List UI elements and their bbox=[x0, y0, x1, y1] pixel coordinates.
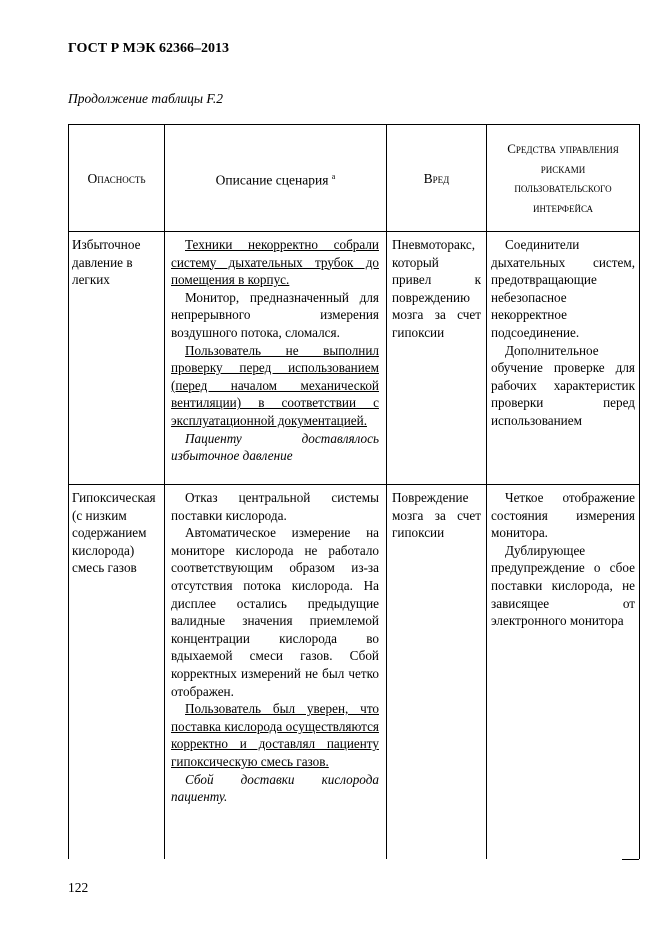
header-scenario-label: Описание сценария bbox=[215, 172, 329, 188]
col-border-4 bbox=[639, 124, 640, 859]
header-controls-label: Средства управления рисками пользовательского интерфейса bbox=[507, 141, 619, 215]
row1-scenario-p2: Монитор, предназначенный для непрерывного измерения воздушного потока, сломался. bbox=[171, 289, 379, 340]
col-border-0 bbox=[68, 124, 69, 859]
row1-scenario bbox=[171, 236, 379, 465]
header-harm bbox=[387, 125, 486, 231]
row2-scenario-p2: Автоматическое измерение на мониторе кислорода не работало соответствующим образом из-за отсутствия потока кислорода. На дисплее остались предыдущие валидные значения приемлемой концентрации кислорода во вдыхаемой смеси газов. Сбой корректных измерений не был четко отображен. bbox=[171, 525, 379, 699]
row2-scenario-p1: Отказ центральной системы поставки кислорода. bbox=[171, 490, 379, 523]
row1-scenario-p1: Техники некорректно собрали систему дыхательных трубок до помещения в корпус. bbox=[171, 237, 379, 288]
header-harm-label: Вред bbox=[423, 170, 450, 186]
header-hazard-label: Опасность bbox=[87, 170, 146, 186]
row2-harm: Повреждение мозга за счет гипоксии bbox=[392, 490, 481, 541]
header-hazard bbox=[69, 125, 164, 231]
header-bottom-border bbox=[68, 231, 639, 232]
row2-scenario-p3: Пользователь был уверен, что поставка кислорода осуществляются корректно и доставлял пациенту гипоксическую смесь газов. bbox=[171, 701, 379, 769]
standard-header: ГОСТ Р МЭК 62366–2013 bbox=[68, 41, 229, 56]
row1-scenario-p3: Пользователь не выполнил проверку перед использованием (перед началом механической вентиляции) в соответствии с эксплуатационной документацией. bbox=[171, 342, 379, 428]
row1-hazard: Избыточное давление в легких bbox=[72, 237, 141, 288]
header-scenario-footnote: a bbox=[331, 171, 336, 181]
col-border-1 bbox=[164, 124, 165, 859]
col-border-2 bbox=[386, 124, 387, 859]
page-number: 122 bbox=[68, 880, 89, 895]
row1-controls-p1: Соединители дыхательных систем, предотвращающие небезопасное некорректное подсоединение. bbox=[491, 237, 635, 340]
row1-controls bbox=[491, 236, 635, 430]
header-scenario bbox=[165, 125, 386, 231]
row-divider bbox=[68, 484, 639, 485]
table-continuation-caption: Продолжение таблицы F.2 bbox=[68, 91, 224, 106]
col-border-3 bbox=[486, 124, 487, 859]
row2-controls-p2: Дублирующее предупреждение о сбое поставки кислорода, не зависящее от электронного монитора bbox=[491, 542, 635, 629]
table-continuation-mark bbox=[622, 859, 639, 860]
row2-hazard: Гипоксическая (с низким содержанием кислорода) смесь газов bbox=[72, 490, 156, 576]
row1-scenario-p4: Пациенту доставлялось избыточное давление bbox=[171, 430, 379, 464]
row2-controls bbox=[491, 489, 635, 630]
header-controls bbox=[491, 125, 635, 231]
row1-harm: Пневмоторакс, который привел к повреждению мозга за счет гипоксии bbox=[392, 237, 481, 340]
row2-controls-p1: Четкое отображение состояния измерения монитора. bbox=[491, 490, 635, 541]
row1-controls-p2: Дополнительное обучение проверке для рабочих характеристик проверки перед использованием bbox=[491, 342, 635, 428]
row2-scenario bbox=[171, 489, 379, 806]
row2-scenario-p4: Сбой доставки кислорода пациенту. bbox=[171, 771, 379, 805]
